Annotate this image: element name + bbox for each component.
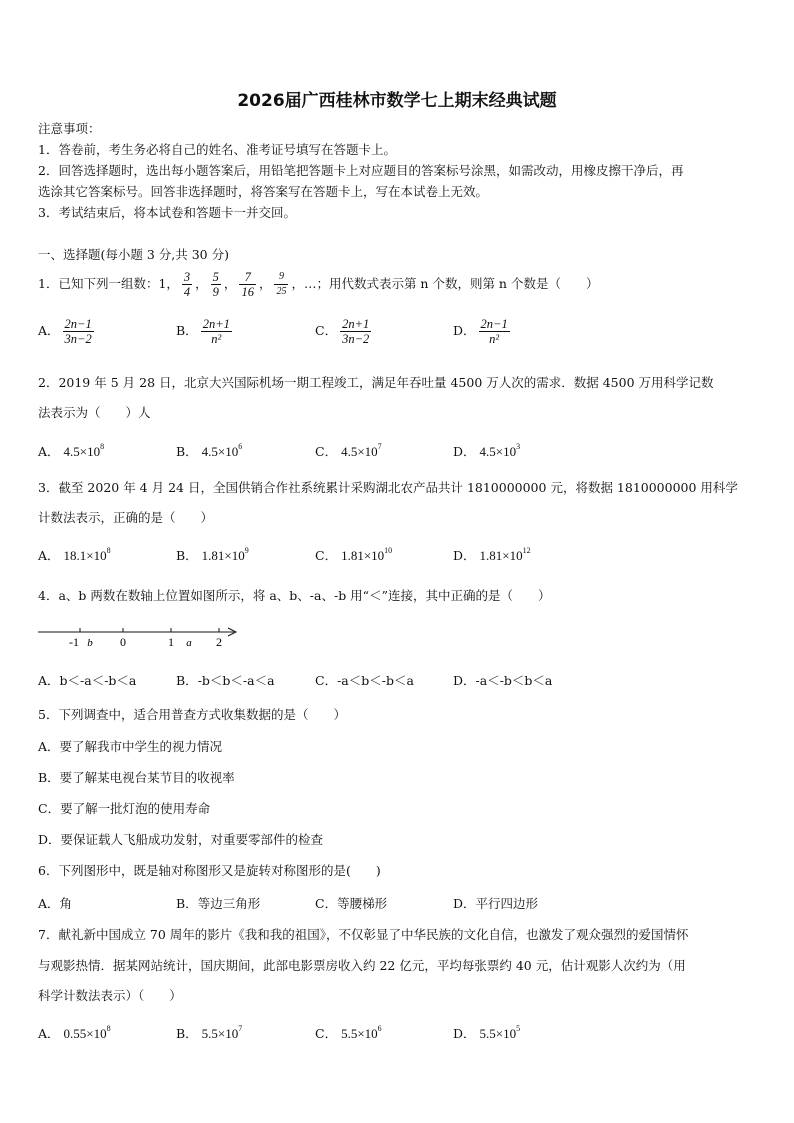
option-c[interactable]: C．-a＜b＜-b＜a [315,673,414,688]
option-b[interactable]: B．要了解某电视台某节目的收视率 [38,770,235,785]
q1-prefix: 1．已知下列一组数：1， [38,276,179,291]
option-b[interactable]: B． $1.81\times 10^9$ [176,546,249,563]
option-d[interactable]: D．要保证载人飞船成功发射，对重要零部件的检查 [38,832,324,847]
question-4-stem: 4．a、b 两数在数轴上位置如图所示，将 a、b、-a、-b 用“＜”连接，其中正确的是（ ） [38,588,551,603]
page-title: 2026届广西桂林市数学七上期末经典试题 [237,91,557,111]
fraction: $\frac{5}{9}$ [212,270,219,299]
option-a[interactable]: A． $4.5\times 10^8$ [38,442,105,459]
option-c[interactable]: C． $\frac{2n+1}{3n-2}$ [315,317,370,346]
question-6-stem: 6．下列图形中，既是轴对称图形又是旋转对称图形的是( ) [38,863,381,878]
question-1-stem: 1．已知下列一组数：1， $\frac{3}{4}$ ， $\frac{5}{9}$ ， $\frac{7}{16}$ ， $\frac{9}{25}$ ，…；用代数式表示第 n 个数，则第 n 个数是（ ） [38,270,599,299]
question-2-stem-cont: 法表示为（ ）人 [38,405,151,420]
option-c[interactable]: C．要了解一批灯泡的使用寿命 [38,801,211,816]
option-a[interactable]: A． $\frac{2n-1}{3n-2}$ [38,317,92,346]
option-d[interactable]: D． $\frac{2n-1}{\text{n²}}$ [453,317,508,346]
question-5-stem: 5．下列调查中，适合用普查方式收集数据的是（ ） [38,707,346,722]
notice-heading: 注意事项： [38,121,101,136]
option-c[interactable]: C．等腰梯形 [315,896,388,911]
notice-item: 2．回答选择题时，选出每小题答案后，用铅笔把答题卡上对应题目的答案标号涂黑，如需改动，用橡皮擦干净后，再 [38,163,684,178]
option-a[interactable]: A．b＜-a＜-b＜a [38,673,137,688]
tick-label: -1 [69,635,79,649]
option-b[interactable]: B． $\frac{2n+1}{\text{n²}}$ [176,317,230,346]
option-d[interactable]: D． $4.5\times 10^3$ [453,442,521,459]
option-a[interactable]: A．角 [38,896,73,911]
option-a[interactable]: A． $18.1\times 10^8$ [38,546,111,563]
notice-item: 3．考试结束后，将本试卷和答题卡一并交回。 [38,205,296,220]
option-d[interactable]: D．平行四边形 [453,896,539,911]
point-label-b: b [87,637,93,649]
question-7-stem-cont: 科学计数法表示）（ ） [38,988,182,1003]
tick-label: 0 [120,635,126,649]
tick-label: 2 [216,635,222,649]
fraction: $\frac{9}{25}$ [276,271,287,297]
fraction: $\frac{7}{16}$ [241,270,254,299]
question-7-stem-cont: 与观影热情．据某网站统计，国庆期间，此部电影票房收入约 22 亿元，平均每张票约 40 元，估计观影人次约为（用 [38,958,686,973]
question-3-stem: 3．截至 2020 年 4 月 24 日，全国供销合作社系统累计采购湖北农产品共计 1810000000 元，将数据 1810000000 用科学 [38,480,738,495]
option-a[interactable]: A． $0.55\times 10^8$ [38,1024,111,1041]
option-d[interactable]: D．-a＜-b＜b＜a [453,673,553,688]
notice-item: 选涂其它答案标号。回答非选择题时，将答案写在答题卡上，写在本试卷上无效。 [38,184,489,199]
option-d[interactable]: D． $1.81\times 10^{12}$ [453,546,531,563]
option-b[interactable]: B．等边三角形 [176,896,261,911]
question-2-stem: 2．2019 年 5 月 28 日，北京大兴国际机场一期工程竣工，满足年吞吐量 4500 万人次的需求．数据 4500 万用科学记数 [38,375,714,390]
section-heading: 一、选择题(每小题 3 分,共 30 分) [38,247,229,262]
q1-suffix: ，…；用代数式表示第 n 个数，则第 n 个数是（ ） [291,276,599,291]
fraction: $\frac{3}{4}$ [183,270,191,299]
option-b[interactable]: B． $5.5\times 10^7$ [176,1024,243,1041]
question-7-stem: 7．献礼新中国成立 70 周年的影片《我和我的祖国》，不仅彰显了中华民族的文化自信，也激发了观众强烈的爱国情怀 [38,927,689,942]
option-c[interactable]: C． $1.81\times 10^{10}$ [315,546,393,563]
number-line [38,622,243,654]
option-b[interactable]: B．-b＜b＜-a＜a [176,673,275,688]
question-3-stem-cont: 计数法表示，正确的是（ ） [38,510,214,525]
option-a[interactable]: A．要了解我市中学生的视力情况 [38,739,223,754]
option-c[interactable]: C． $4.5\times 10^7$ [315,442,382,459]
tick-label: 1 [168,635,174,649]
option-c[interactable]: C． $5.5\times 10^6$ [315,1024,382,1041]
point-label-a: a [186,637,192,649]
notice-item: 1．答卷前，考生务必将自己的姓名、准考证号填写在答题卡上。 [38,142,396,157]
option-d[interactable]: D． $5.5\times 10^5$ [453,1024,521,1041]
option-b[interactable]: B． $4.5\times 10^6$ [176,442,243,459]
